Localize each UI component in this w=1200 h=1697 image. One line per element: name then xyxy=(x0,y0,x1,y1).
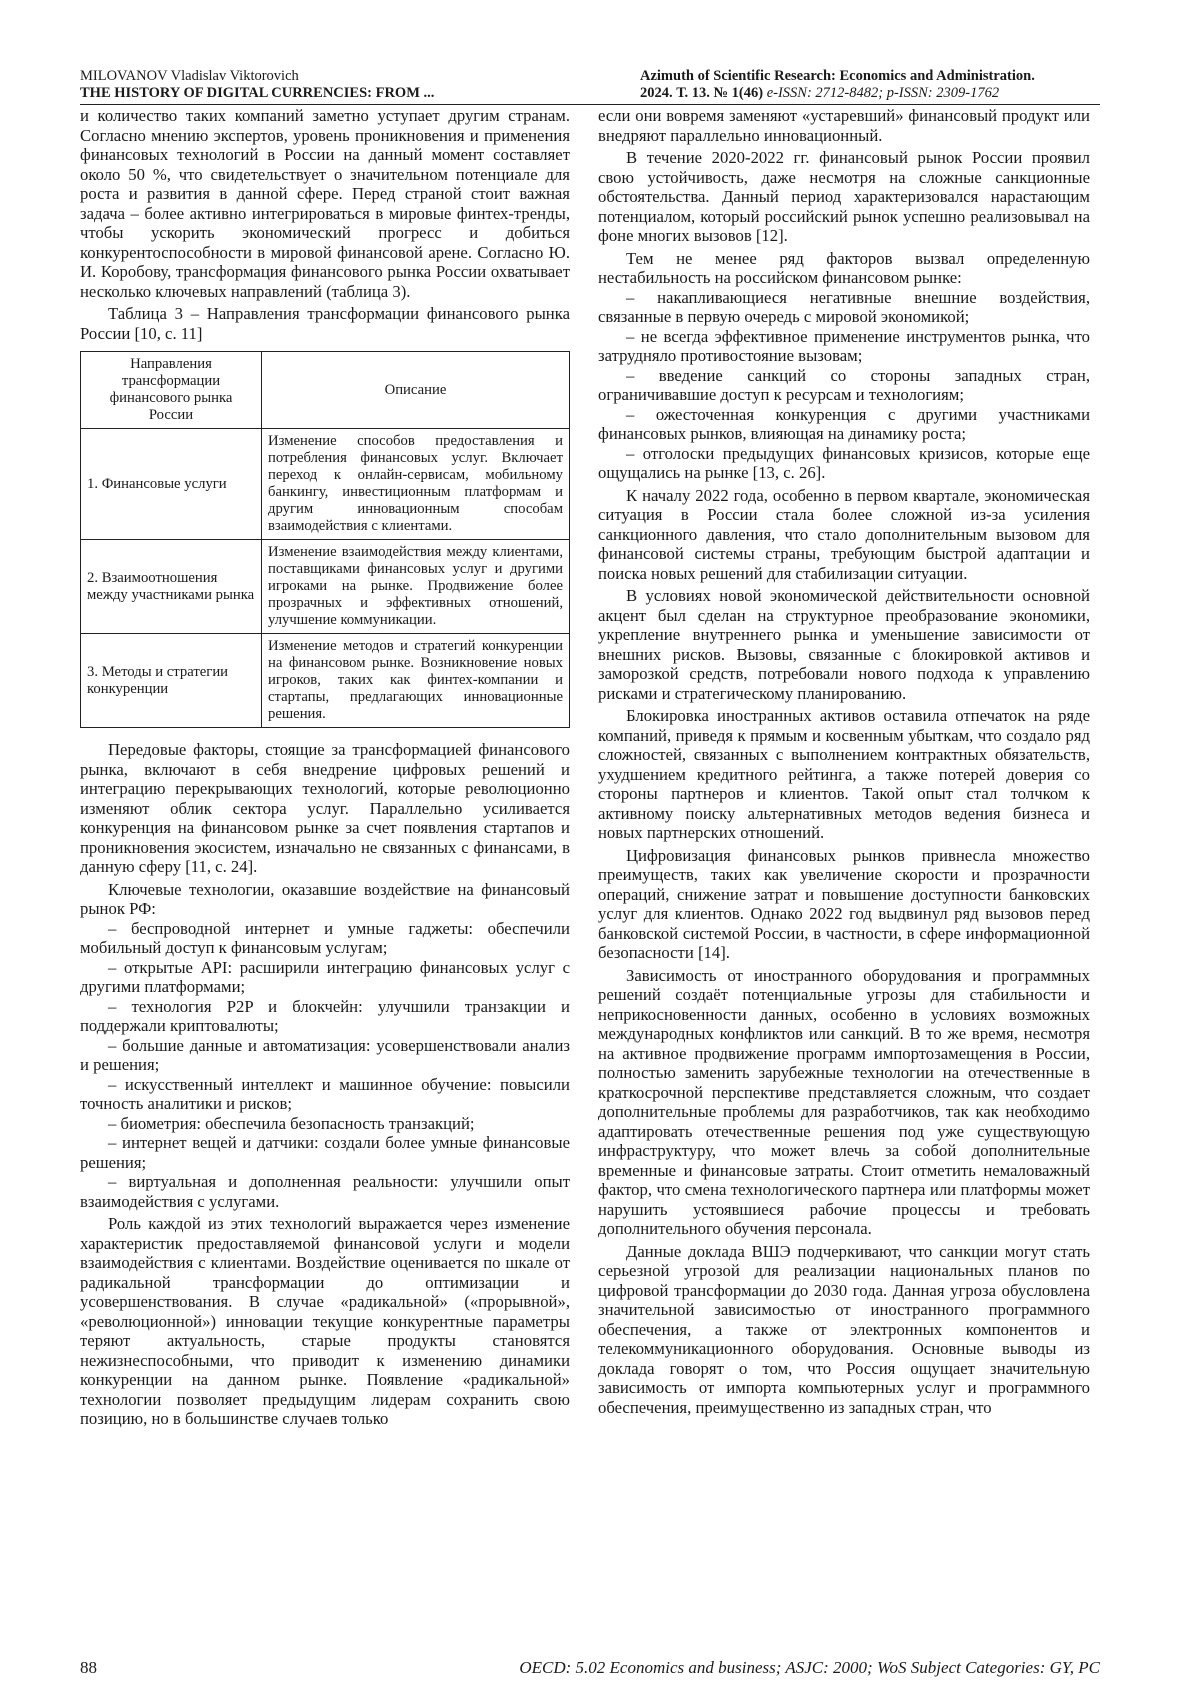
header-issn: e-ISSN: 2712-8482; p-ISSN: 2309-1762 xyxy=(766,85,1000,101)
list-item: – отголоски предыдущих финансовых кризисов, которые еще ощущались на рынке [13, с. 26]. xyxy=(598,443,1090,482)
table-header-direction: Направления трансформации финансового рынка России xyxy=(81,352,262,429)
header-issue: 2024. Т. 13. № 1(46) xyxy=(640,85,764,101)
table-caption: Таблица 3 – Направления трансформации финансового рынка России [10, с. 11] xyxy=(80,304,570,343)
table-cell-direction: 2. Взаимоотношения между участниками рынка xyxy=(81,540,262,634)
paragraph-tech-intro: Ключевые технологии, оказавшие воздействие на финансовый рынок РФ: xyxy=(80,879,570,918)
table-row xyxy=(81,634,570,728)
header-rule xyxy=(80,104,1100,105)
table-row xyxy=(81,540,570,634)
footer-classification: OECD: 5.02 Economics and business; ASJC: 2000; WoS Subject Categories: GY, PC xyxy=(519,1658,1100,1677)
paragraph-digitalization: Цифровизация финансовых рынков привнесла множество преимуществ, таких как увеличение скорости и прозрачности операций, снижение затрат и повышение доступности банковских услуг для клиентов. Однако 2022 год выдвинул ряд вызовов перед банковской системой России, в частности, в сфере информационной безопасности [14]. xyxy=(598,845,1090,962)
table-cell-direction: 1. Финансовые услуги xyxy=(81,429,262,540)
list-item: – не всегда эффективное применение инструментов рынка, что затрудняло противостояние вызовам; xyxy=(598,326,1090,365)
paragraph-hse-report: Данные доклада ВШЭ подчеркивают, что санкции могут стать серьезной угрозой для реализации национальных планов по цифровой трансформации до 2030 года. Данная угроза обусловлена значительной зависимостью от иностранного программного обеспечения, а также от электронных компонентов и телекоммуникационного оборудования. Основные выводы из доклада говорят о том, что Россия ощущает значительную зависимость от импорта компьютерных услуг и программного обеспечения, преимущественно из западных стран, что xyxy=(598,1241,1090,1417)
list-item: – открытые API: расширили интеграцию финансовых услуг с другими платформами; xyxy=(80,957,570,996)
paragraph-leading-factors: Передовые факторы, стоящие за трансформацией финансового рынка, включают в себя внедрение цифровых решений и интеграцию перекрывающих технологий, которые революционно изменяют облик сектора услуг. Параллельно усиливается конкуренция на финансовом рынке за счет появления стартапов и проникновения экосистем, изначально не связанных с финансами, в данную сферу [11, с. 24]. xyxy=(80,740,570,876)
list-item: – искусственный интеллект и машинное обучение: повысили точность аналитики и рисков; xyxy=(80,1074,570,1113)
table-row xyxy=(81,429,570,540)
table-cell-description: Изменение взаимодействия между клиентами, поставщиками финансовых услуг и другими игроками на рынке. Продвижение более прозрачных и эффективных отношений, улучшение коммуникации. xyxy=(262,540,570,634)
list-item: – большие данные и автоматизация: усовершенствовали анализ и решения; xyxy=(80,1035,570,1074)
left-column xyxy=(80,106,570,1429)
list-item: – интернет вещей и датчики: создали более умные финансовые решения; xyxy=(80,1133,570,1172)
list-item: – введение санкций со стороны западных стран, ограничивавшие доступ к ресурсам и технологиям; xyxy=(598,365,1090,404)
header-issue-line xyxy=(640,85,1100,102)
paragraph-new-reality: В условиях новой экономической действительности основной акцент был сделан на структурное преобразование экономики, укрепление внутреннего рынка и уменьшение зависимости от внешних рисков. Вызовы, связанные с блокировкой активов и заморозкой средств, потребовали нового подхода к управлению рисками и стратегическому планированию. xyxy=(598,586,1090,703)
header-author: MILOVANOV Vladislav Viktorovich xyxy=(80,68,299,84)
list-item: – технология P2P и блокчейн: улучшили транзакции и поддержали криптовалюты; xyxy=(80,996,570,1035)
table-cell-direction: 3. Методы и стратегии конкуренции xyxy=(81,634,262,728)
running-header-right xyxy=(640,68,1100,102)
list-item: – ожесточенная конкуренция с другими участниками финансовых рынков, влияющая на динамику роста; xyxy=(598,404,1090,443)
table-header-description: Описание xyxy=(262,352,570,429)
paragraph-dependence: Зависимость от иностранного оборудования и программных решений создаёт потенциальные угрозы для стабильности и неприкосновенности данных, особенно в условиях возможных международных конфликтов или санкций. В то же время, несмотря на активное продвижение программ импортозамещения в России, полностью заменить зарубежные технологии на отечественные в краткосрочной перспективе представляется сложным, что создает дополнительные проблемы для разработчиков, так как необходимо адаптировать отечественные решения под уже существующую инфраструктуру, что может влечь за собой дополнительные временные и финансовые затраты. Стоит отметить немаловажный фактор, что смена технологического партнера или платформы может нарушить устоявшиеся рабочие процессы и требовать дополнительного обучения персонала. xyxy=(598,965,1090,1238)
paragraph-2022: К началу 2022 года, особенно в первом квартале, экономическая ситуация в России стала более сложной из-за усиления санкционного давления, что стало дополнительным вызовом для финансовой системы страны, требующим быстрой адаптации и поиска новых решений для стабилизации ситуации. xyxy=(598,485,1090,583)
header-journal: Azimuth of Scientific Research: Economics and Administration. xyxy=(640,68,1035,84)
paragraph-intro: и количество таких компаний заметно уступает другим странам. Согласно мнению экспертов, уровень проникновения и применения финансовых технологий в России на данный момент составляет около 50 %, что свидетельствует о значительном потенциале для роста и развития в данной сфере. Перед страной стоит важная задача – более активно интегрироваться в мировые финтех-тренды, чтобы ускорить экономический прогресс и добиться конкурентоспособности в мировой финансовой арене. Согласно Ю. И. Коробову, трансформация финансового рынка России охватывает несколько ключевых направлений (таблица 3). xyxy=(80,106,570,301)
paragraph-continuation: если они вовремя заменяют «устаревший» финансовый продукт или внедряют параллельно инновационный. xyxy=(598,106,1090,145)
page-number: 88 xyxy=(80,1658,97,1677)
paragraph-resilience: В течение 2020-2022 гг. финансовый рынок России проявил свою устойчивость, даже несмотря на сложные санкционные обстоятельства. Данный период характеризовался нарастающим потенциалом, который российский рынок успешно реализовывал на фоне многих вызовов [12]. xyxy=(598,148,1090,245)
paragraph-instability: Тем не менее ряд факторов вызвал определенную нестабильность на российском финансовом рынке: xyxy=(598,248,1090,287)
paragraph-role: Роль каждой из этих технологий выражается через изменение характеристик предоставляемой финансовой услуги и модели взаимодействия с клиентами. Воздействие оценивается по шкале от радикальной трансформации до оптимизации и усовершенствования. В случае «радикальной» («прорывной», «революционной») инновации текущие конкурентные параметры теряют актуальность, старые продукты становятся нежизнеспособными, что приводит к изменению динамики конкуренции на данном рынке. Появление «радикальной» технологии позволяет предыдущим лидерам сохранить свою позицию, но в большинстве случаев только xyxy=(80,1214,570,1428)
table-header-row xyxy=(81,352,570,429)
list-item: – накапливающиеся негативные внешние воздействия, связанные в первую очередь с мировой экономикой; xyxy=(598,287,1090,326)
list-item: – беспроводной интернет и умные гаджеты: обеспечили мобильный доступ к финансовым услугам; xyxy=(80,918,570,957)
paragraph-asset-blocking: Блокировка иностранных активов оставила отпечаток на ряде компаний, приведя к прямым и косвенным убыткам, что создало ряд сложностей, связанных с выполнением контрактных обязательств, ухудшением кредитного рейтинга, а также потерей доверия со стороны партнеров и клиентов. Такой опыт стал толчком к активному поиску альтернативных методов ведения бизнеса и новых партнерских отношений. xyxy=(598,706,1090,842)
header-article-title: THE HISTORY OF DIGITAL CURRENCIES: FROM ... xyxy=(80,85,435,101)
table-cell-description: Изменение методов и стратегий конкуренции на финансовом рынке. Возникновение новых игроков, таких как финтех-компании и стартапы, предлагающих инновационные решения. xyxy=(262,634,570,728)
table-cell-description: Изменение способов предоставления и потребления финансовых услуг. Включает переход к онлайн-сервисам, мобильному банкингу, инвестиционным платформам и другим инновационным способам взаимодействия с клиентами. xyxy=(262,429,570,540)
right-column xyxy=(598,106,1090,1417)
running-header-left xyxy=(80,68,600,102)
transformation-table xyxy=(80,351,570,728)
list-item: – виртуальная и дополненная реальности: улучшили опыт взаимодействия с услугами. xyxy=(80,1172,570,1211)
list-item: – биометрия: обеспечила безопасность транзакций; xyxy=(108,1113,475,1133)
